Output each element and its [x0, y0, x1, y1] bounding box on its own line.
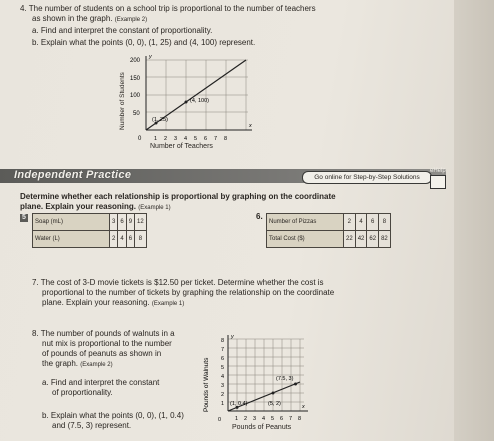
graph2-ytick: 1: [221, 401, 225, 407]
graph2-ytick: 6: [221, 356, 225, 362]
problem-8b-line2: and (7.5, 3) represent.: [52, 421, 132, 430]
table-cell: 3: [110, 214, 118, 231]
graph2-xtick: 6: [280, 416, 284, 422]
problem-8-line1: 8. The number of pounds of walnuts in a: [32, 329, 175, 338]
graph1-label-pt2: (4, 100): [190, 98, 209, 104]
graph1-xtick-5: 5: [194, 136, 198, 142]
directions-line2: plane. Explain your reasoning. (Example 1): [20, 202, 171, 211]
graph1-xtick-1: 1: [154, 136, 158, 142]
graph1-xtick-8: 8: [224, 136, 228, 142]
problem-7-line2: proportional to the number of tickets by graphing the relationship on the coordinate: [42, 288, 335, 297]
graph1-ytick-100: 100: [130, 93, 141, 99]
graph2-xtick: 7: [289, 416, 293, 422]
table-cell: 9: [126, 214, 134, 231]
graph2-label-pt1: (1, 0.4): [230, 401, 248, 407]
graph2-xlabel: Pounds of Peanuts: [232, 424, 292, 431]
graph2-label-pt2: (5, 2): [268, 401, 281, 407]
graph1-point-2: [185, 101, 188, 104]
graph2-xticks: [235, 416, 301, 422]
problem-5-number: 5: [22, 214, 26, 221]
problem-4-line1: 4. The number of students on a school trip is proportional to the number of teachers: [20, 4, 316, 13]
graph2-ytick: 7: [221, 347, 225, 353]
graph2-ytick: 0: [218, 417, 222, 423]
graph2-ytick: 3: [221, 383, 225, 389]
graph2-y-letter: y: [231, 334, 234, 340]
problem-8b-line1: b. Explain what the points (0, 0), (1, 0.4): [42, 411, 184, 420]
table-cell: 6: [367, 214, 379, 231]
problem-4b: b. Explain what the points (0, 0), (1, 25) and (4, 100) represent.: [32, 38, 256, 47]
graph1-xtick-3: 3: [174, 136, 178, 142]
problem-6-number: 6.: [256, 212, 263, 221]
table-row-label: Soap (mL): [33, 214, 110, 231]
table-cell: 6: [126, 231, 134, 248]
graph1-xlabel: Number of Teachers: [150, 143, 213, 150]
table-cell: 12: [135, 214, 147, 231]
problem-8-line2: nut mix is proportional to the number: [42, 339, 172, 348]
graph1-xtick-4: 4: [184, 136, 188, 142]
problem-7-line1: 7. The cost of 3-D movie tickets is $12.50 per ticket. Determine whether the cost is: [32, 278, 324, 287]
table-cell: 62: [367, 231, 379, 248]
graph2-point-2: [272, 392, 275, 395]
graph1-ytick-0: 0: [138, 136, 142, 142]
graph2-xtick: 1: [235, 416, 239, 422]
table-cell: 2: [344, 214, 356, 231]
soap-water-table: [32, 213, 147, 248]
graph2-ytick: 4: [221, 374, 225, 380]
table-row: [267, 214, 391, 231]
graph2-xtick: 2: [244, 416, 248, 422]
go-online-button[interactable]: Go online for Step-by-Step Solutions: [302, 171, 432, 184]
graph2-ytick: 5: [221, 365, 225, 371]
table-row: [267, 231, 391, 248]
table-cell: 8: [379, 214, 391, 231]
table-cell: 6: [118, 214, 126, 231]
graph1-ytick-150: 150: [130, 76, 141, 82]
graph1-x-letter: x: [249, 123, 252, 129]
problem-7-line3: plane. Explain your reasoning. (Example 1): [42, 298, 185, 307]
table-cell: 82: [379, 231, 391, 248]
graph2-ytick: 2: [221, 392, 225, 398]
table-row-label: Water (L): [33, 231, 110, 248]
graph2-point-3: [294, 383, 297, 386]
graph1-xtick-7: 7: [214, 136, 218, 142]
problem-4-line2: as shown in the graph. (Example 2): [32, 14, 148, 23]
table-cell: 8: [135, 231, 147, 248]
graph2-ytick: 8: [221, 338, 225, 344]
students-teachers-graph: [112, 50, 262, 150]
table-cell: 22: [344, 231, 356, 248]
adjacent-page-edge: [454, 0, 494, 441]
table-cell: 42: [355, 231, 367, 248]
table-row-label: Total Cost ($): [267, 231, 344, 248]
table-cell: 2: [110, 231, 118, 248]
graph2-label-pt3: (7.5, 3): [276, 376, 294, 382]
problem-4a: a. Find and interpret the constant of proportionality.: [32, 26, 213, 35]
graph1-ytick-50: 50: [133, 111, 140, 117]
graph2-ylabel: Pounds of Walnuts: [203, 357, 210, 412]
directions-line1: Determine whether each relationship is proportional by graphing on the coordinate: [20, 192, 336, 201]
graph1-xticks: [154, 136, 227, 142]
problem-8a-line2: of proportionality.: [52, 388, 113, 397]
ehelp-icon[interactable]: [430, 175, 446, 189]
graph1-label-pt1: (1, 25): [152, 117, 168, 123]
graph1-y-letter: y: [149, 54, 152, 60]
graph1-ylabel: Number of Students: [119, 72, 126, 130]
table-row: [33, 231, 147, 248]
graph1-xtick-6: 6: [204, 136, 208, 142]
graph2-xtick: 5: [271, 416, 275, 422]
table-cell: 4: [355, 214, 367, 231]
pizza-cost-table: [266, 213, 391, 248]
graph2-xtick: 8: [298, 416, 302, 422]
table-row-label: Number of Pizzas: [267, 214, 344, 231]
table-row: [33, 214, 147, 231]
ehelp-label: eHelp: [430, 168, 446, 174]
problem-8a-line1: a. Find and interpret the constant: [42, 378, 160, 387]
graph2-xtick: 3: [253, 416, 257, 422]
problem-8-line3: of pounds of peanuts as shown in: [42, 349, 162, 358]
independent-practice-title: Independent Practice: [14, 169, 132, 181]
walnuts-peanuts-graph: [196, 330, 326, 430]
problem-8-line4: the graph. (Example 2): [42, 359, 113, 368]
table-cell: 4: [118, 231, 126, 248]
graph1-xtick-2: 2: [164, 136, 168, 142]
graph2-x-letter: x: [302, 404, 305, 410]
graph2-xtick: 4: [262, 416, 266, 422]
graph2-yticks: [218, 338, 224, 423]
graph1-ytick-200: 200: [130, 58, 141, 64]
